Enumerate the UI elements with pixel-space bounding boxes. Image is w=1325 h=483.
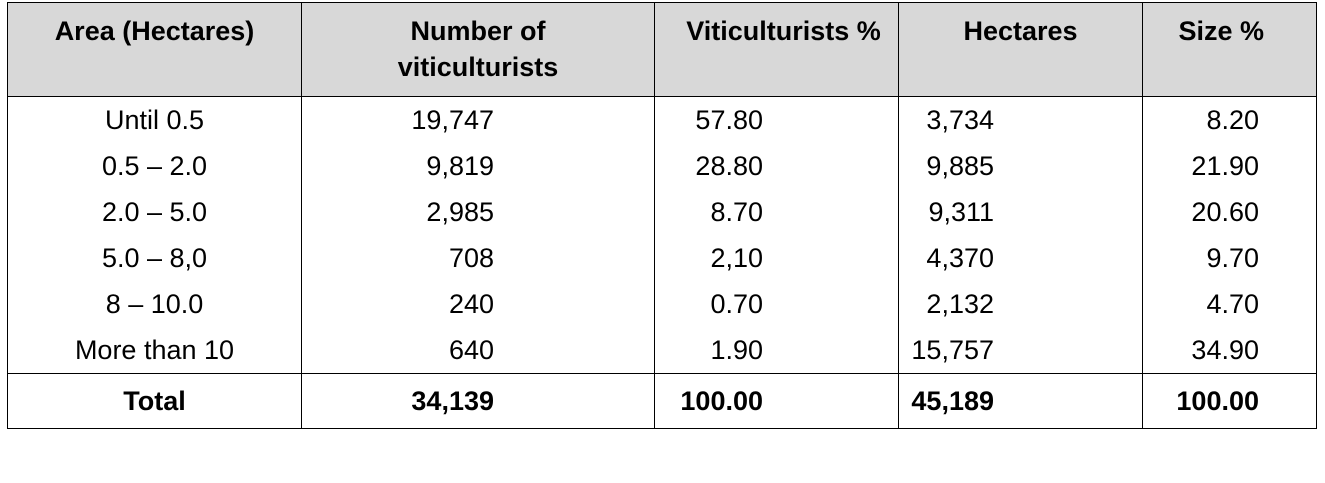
- total-hectares: 45,189: [899, 374, 1143, 429]
- table-row: [8, 235, 1317, 281]
- header-area: Area (Hectares): [8, 3, 302, 97]
- cell-size-pct: 8.20: [1143, 97, 1317, 144]
- cell-size-pct: 21.90: [1143, 143, 1317, 189]
- cell-area: 2.0 – 5.0: [8, 189, 302, 235]
- table-row: [8, 97, 1317, 144]
- cell-area: Until 0.5: [8, 97, 302, 144]
- header-number-of-viticulturists: Number of viticulturists: [302, 3, 655, 97]
- cell-number: 2,985: [302, 189, 655, 235]
- cell-viti-pct: 57.80: [655, 97, 899, 144]
- cell-hectares: 2,132: [899, 281, 1143, 327]
- cell-viti-pct: 0.70: [655, 281, 899, 327]
- cell-viti-pct: 8.70: [655, 189, 899, 235]
- cell-size-pct: 20.60: [1143, 189, 1317, 235]
- cell-viti-pct: 28.80: [655, 143, 899, 189]
- table-row: [8, 143, 1317, 189]
- cell-hectares: 3,734: [899, 97, 1143, 144]
- cell-area: More than 10: [8, 327, 302, 374]
- viticulturists-table: [7, 2, 1317, 429]
- cell-number: 640: [302, 327, 655, 374]
- cell-area: 8 – 10.0: [8, 281, 302, 327]
- total-number: 34,139: [302, 374, 655, 429]
- cell-hectares: 15,757: [899, 327, 1143, 374]
- cell-size-pct: 9.70: [1143, 235, 1317, 281]
- cell-hectares: 9,311: [899, 189, 1143, 235]
- total-size-pct: 100.00: [1143, 374, 1317, 429]
- cell-hectares: 4,370: [899, 235, 1143, 281]
- header-hectares: Hectares: [899, 3, 1143, 97]
- cell-number: 708: [302, 235, 655, 281]
- total-viti-pct: 100.00: [655, 374, 899, 429]
- cell-size-pct: 34.90: [1143, 327, 1317, 374]
- table-row: [8, 189, 1317, 235]
- cell-hectares: 9,885: [899, 143, 1143, 189]
- total-area: Total: [8, 374, 302, 429]
- header-viticulturists-pct: Viticulturists %: [655, 3, 899, 97]
- table-row: [8, 327, 1317, 374]
- cell-number: 240: [302, 281, 655, 327]
- total-row: [8, 374, 1317, 429]
- cell-number: 19,747: [302, 97, 655, 144]
- cell-viti-pct: 1.90: [655, 327, 899, 374]
- table-row: [8, 281, 1317, 327]
- cell-number: 9,819: [302, 143, 655, 189]
- cell-area: 0.5 – 2.0: [8, 143, 302, 189]
- header-size-pct: Size %: [1143, 3, 1317, 97]
- cell-viti-pct: 2,10: [655, 235, 899, 281]
- header-row: [8, 3, 1317, 97]
- cell-area: 5.0 – 8,0: [8, 235, 302, 281]
- cell-size-pct: 4.70: [1143, 281, 1317, 327]
